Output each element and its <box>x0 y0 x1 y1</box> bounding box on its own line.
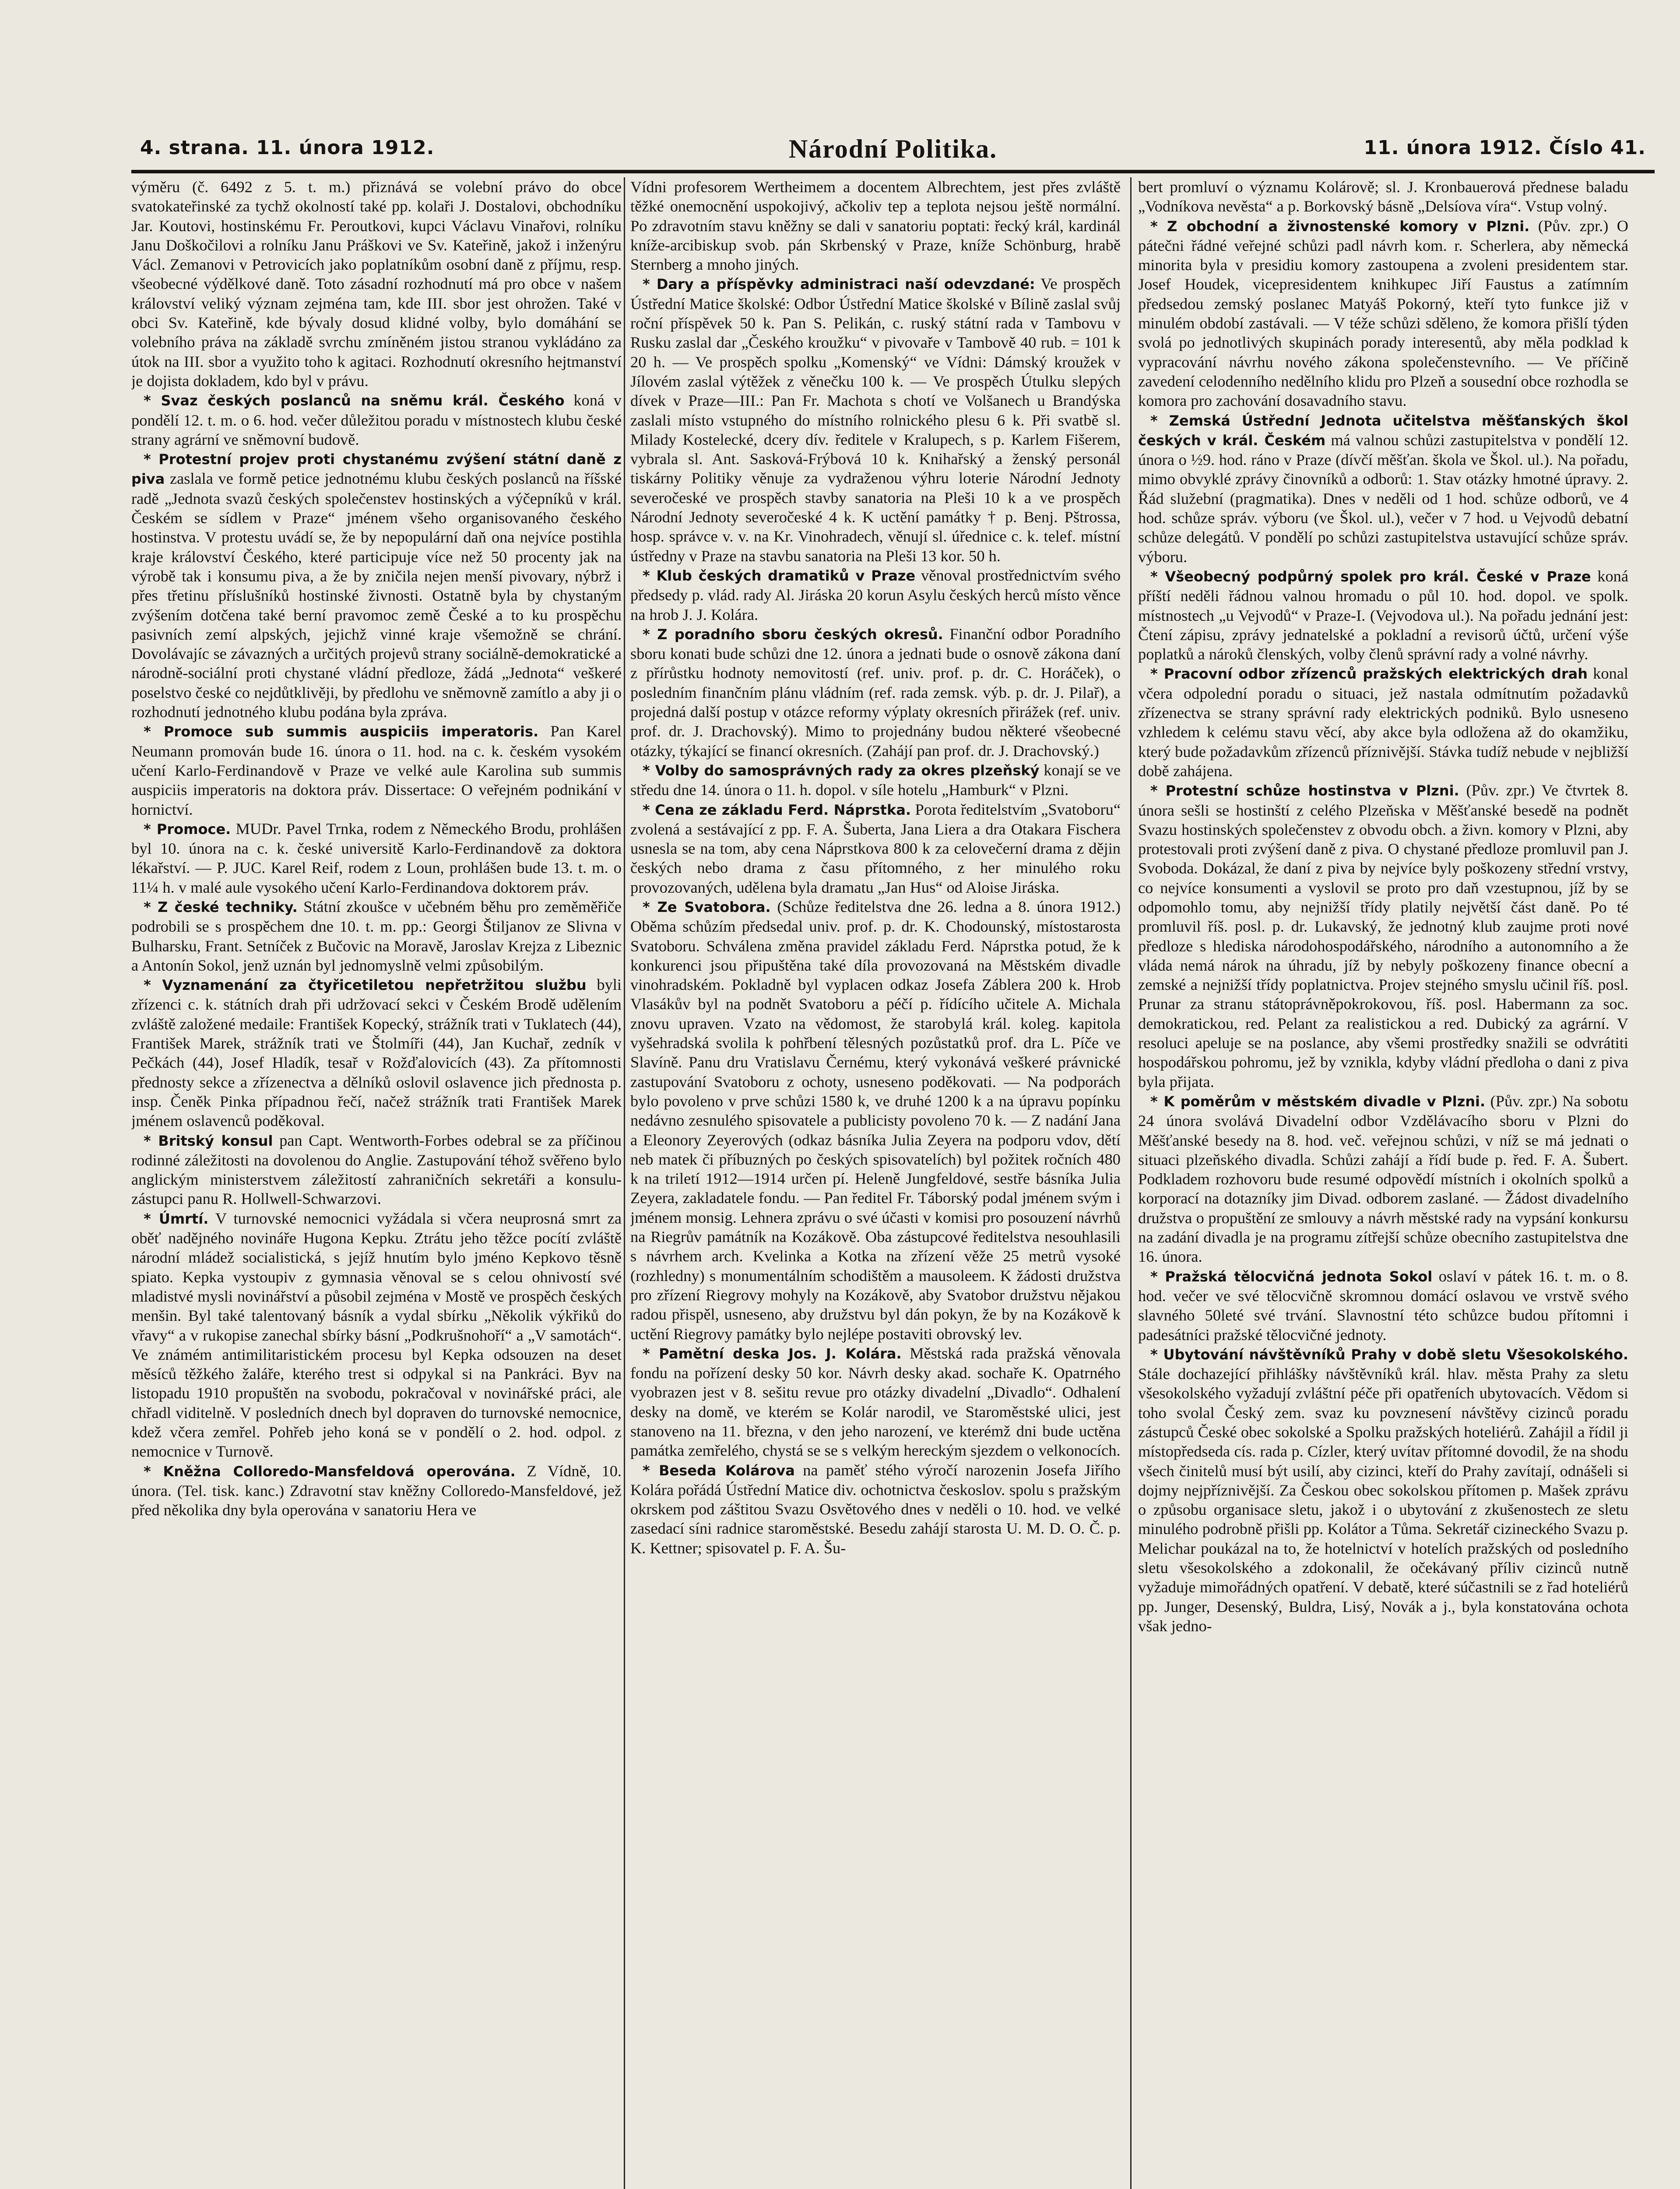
article-headline: * Pamětní deska Jos. J. Kolára. <box>643 1345 902 1362</box>
article-headline: * Ubytování návštěvníků Prahy v době sletu Všesokolského. <box>1150 1346 1628 1363</box>
article-body: Městská rada pražská věnovala fondu na pořízení desky 50 kor. Návrh desky akad. sochaře K. Opatrného vyobrazen jest v 8. sešitu revue pro otázky divadelní „Divadlo“. Odhalení desky na domě, ve kterém se Kolár narodil, ve Staroměstské ulici, jest stanoveno na 11. března, v den jeho narození, ve kterémž dni bude uctěna památka zemřelého, chystá se se s velkým hereckým sjezdem o velkonocích. <box>630 1344 1121 1460</box>
article-headline: * Promoce sub summis auspiciis imperatoris. <box>144 723 539 740</box>
column-2 <box>630 177 1121 2189</box>
article-paragraph <box>131 1461 622 1520</box>
article-headline: * Promoce. <box>144 820 231 838</box>
article-body: konal včera odpolední poradu o situaci, jež nastala odmítnutím požadavků zřízenectva se strany správní rady elektrických podniků. Bylo usneseno vzhledem k celému stavu věcí, aby akce byla odložena až do okamžiku, který bude požadavkům zřízenců příznivější. Stávka tudíž nebude v nejbližší době zahájena. <box>1138 665 1628 780</box>
article-paragraph <box>1138 567 1628 664</box>
article-headline: * Kněžna Colloredo-Mansfeldová operována. <box>144 1463 516 1480</box>
article-body: Vídni profesorem Wertheimem a docentem Albrechtem, jest přes zvláště těžké onemocnění uspokojivý, ačkoliv tep a teplota nejsou ještě normální. Po zdravotním stavu kněžny se dali v sanatoriu poptati: řecký král, kardinál kníže-arcibiskup svob. pán Skrbenský v Praze, kníže Schönburg, hrabě Sternberg a mnoho jiných. <box>630 178 1121 274</box>
article-headline: * Vyznamenání za čtyřicetiletou nepřetržitou službu <box>144 977 587 994</box>
article-body: Stále dochazející přihlášky návštěvníků král. hlav. města Prahy za sletu všesokolského vyžadují zvláštní péče při opatřeních ubytovacích. Vědom si toho svolal Český zem. svaz ku povznesení návštěvy cizinců poradu zástupců České obec sokolské a Spolku pražských hoteliérů. Zahájil a řídil ji místopředseda cís. rada p. Cízler, který uvítav přítomné dovodil, že na shodu všech činitelů musí být usilí, aby cizinci, kteří do Prahy zavítají, odnášeli si dojmy nejpříznivější. Za Českou obec sokolskou přítomen p. Mašek zprávu o způsobu organisace sletu, jakož i o ubytování z zkušenostech ze sletu minulého podrobně přišli pp. Kolátor a Tůma. Sekretář cizineckého Svazu p. Melichar poukázal na to, že hotelnictví v hotelích pražských od posledního sletu všesokolského a zdokonalil, že očekávaný příliv cizinců nutně vyžaduje mimořádných opatření. V debatě, které súčastnili se z řad hoteliérů pp. Junger, Desenský, Buldra, Lisý, Novák a j., byla konstatována ochota však jedno- <box>1138 1365 1628 1635</box>
article-body: Finanční odbor Poradního sboru konati bude schůzi dne 12. února a jednati bude o osnově zákona daní z přírůstku hodnoty nemovitostí (ref. univ. prof. p. dr. C. Horáček), o posledním finančním plánu vládním (ref. rada zemsk. výb. p. dr. J. Pilař), a projedná další postup v otázce reformy výplaty okresních přirážek (ref. univ. prof. dr. J. Drachovský). Mimo to projednány budou některé všeobecné otázky, týkající se financí okresních. (Zahájí pan prof. dr. J. Drachovský.) <box>630 625 1121 760</box>
article-paragraph <box>1138 177 1628 216</box>
article-headline: * Volby do samosprávných rady za okres plzeňský <box>643 762 1040 779</box>
newspaper-title: Národní Politika. <box>788 134 998 163</box>
article-headline: * Úmrtí. <box>144 1210 209 1227</box>
article-paragraph <box>1138 781 1628 1091</box>
article-headline: * Dary a příspěvky administraci naší odevzdané: <box>643 276 1035 293</box>
article-body: koná v pondělí 12. t. m. o 6. hod. večer důležitou poradu v místnostech klubu české strany agrární ve sněmovní budově. <box>131 391 622 448</box>
article-headline: * Beseda Kolárova <box>643 1462 795 1479</box>
header-rule <box>131 170 1655 173</box>
article-headline: * Pražská tělocvičná jednota Sokol <box>1150 1268 1433 1285</box>
article-paragraph <box>1138 664 1628 781</box>
article-headline: * Z poradního sboru českých okresů. <box>643 626 943 643</box>
article-headline: * Všeobecný podpůrný spolek pro král. České v Praze <box>1150 568 1591 585</box>
article-paragraph <box>131 1131 622 1209</box>
article-headline: * Protestní projev proti chystanému zvýšení státní daně z piva <box>131 451 622 488</box>
article-paragraph <box>131 391 622 449</box>
article-body: Státní zkoušce v učebném běhu pro zeměměřiče podrobili se s prospěchem dne 10. t. m. pp.: Georgi Štiljanov ze Slivna v Bulharsku, Frant. Setníček z Bučovic na Moravě, Jaroslav Krejza z Libeznic a Antonín Sokol, jenž uznán byl jednomyslně velmi způsobilým. <box>131 897 622 974</box>
article-headline: * K poměrům v městském divadle v Plzni. <box>1150 1093 1486 1110</box>
article-body: Z Vídně, 10. února. (Tel. tisk. kanc.) Zdravotní stav kněžny Colloredo-Mansfeldové, jež před několika dny byla operována v sanatoriu Hera ve <box>131 1462 622 1519</box>
article-body: konají se ve středu dne 14. února o 11. h. dopol. v síle hotelu „Hamburk“ v Plzni. <box>630 761 1121 799</box>
article-body: (Pův. zpr.) Na sobotu 24 února svolává Divadelní odbor Vzdělávacího sboru v Plzni do Měšťanské besedy na 8. hod. več. veřejnou schůzi, v níž se má jednati o situaci plzeňského divadla. Schůzi zahájí a řídí bude p. řed. F. A. Šubert. Podkladem rozhovoru bude resumé odpovědí místních i okolních spolků a korporací na dotazníky jim Divad. odborem zaslané. — Žádost divadelního družstva o propuštění ze smlouvy a návrh městské rady na vypsání konkursu na zadání divadla je na programu zítřejší schůze obecního zastupitelstva dne 16. února. <box>1138 1092 1628 1266</box>
article-body: pan Capt. Wentworth-Forbes odebral se za příčinou rodinné záležitosti na dovolenou do Anglie. Zastupování téhož svěřeno bylo anglickým ministerstvem záležitostí zahraničních sekretáři a konsulu-zástupci panu R. Hollwell-Schwarzovi. <box>131 1131 622 1208</box>
article-paragraph <box>131 177 622 391</box>
article-body: (Pův. zpr.) O pátečni řádné veřejné schůzi padl návrh kom. r. Scherlera, aby německá minorita byla v presidiu komory zastoupena a zvoleni presidentem star. Josef Houdek, vicepresidentem knihkupec Jiří Faustus a zatímním předsedou zemský poslanec Matyáš Pokorný, kteří tyto funkce již v minulém období zastávali. — V téže schůzi sděleno, že komora přišlí týden svolá po jednotlivých skupinách porady interesentů, aby měla podklad k vypracování návrhu nového zákona společenstevního. — Ve příčině zavedení celodenního nedělního klidu pro Plzeň a sousední obce rozhodla se komora pro zachování dosavadního stavu. <box>1138 217 1628 410</box>
article-paragraph <box>630 1344 1121 1461</box>
article-headline: * Ze Svatobora. <box>643 898 771 915</box>
column-divider <box>1130 177 1132 2189</box>
article-paragraph <box>630 1461 1121 1558</box>
article-body: Pan Karel Neumann promován bude 16. února o 11. hod. na c. k. českém vysokém učení Karlo-Ferdinandově v Praze ve velké aule Karolina sub summis auspiciis imperatoris na doktora práv. Dissertace: O veřejném podnikání v hornictví. <box>131 722 622 818</box>
article-paragraph <box>1138 1267 1628 1344</box>
article-body: výměru (č. 6492 z 5. t. m.) přiznává se volební právo do obce svatokateřinské za tychž okolností také pp. kolaři J. Dostalovi, obchodníku Jar. Koutovi, hostinskému Fr. Peroutkovi, kupci Václavu Vinařovi, rolníku Janu Doškočilovi a rolníku Janu Práškovi ve Sv. Kateřině, jakož i inženýru Václ. Zemanovi v Petrovicích jako poplatníkům osobní daně z příjmu, resp. všeobecné výdělkové daně. Toto zásadní rozhodnutí má pro obce v našem království veliký význam zejména tam, kde III. sbor jest ohrožen. Také v obci Sv. Kateřině, kde bývaly dosud klidné volby, bylo domáhání se volebního práva na základě svrchu zmíněném jistou stranou vykládáno za útok na III. sbor a využito toho k agitaci. Rozhodnutí okresního hejtmanství je dojista dokladem, kdo byl v právu. <box>131 178 622 390</box>
article-paragraph <box>630 800 1121 897</box>
article-body: koná příští neděli řádnou valnou hromadu o půl 10. hod. dopol. ve spolk. místnostech „u Vejvodů“ v Praze-I. (Vejvodova ul.). Na pořadu jednání jest: Čtení zápisu, zprávy jednatelské a pokladní a revisorů účtů, určení výše poplatků a nároků členských, volby členů správní rady a volné návrhy. <box>1138 567 1628 663</box>
article-headline: * Z obchodní a živnostenské komory v Plzni. <box>1150 218 1530 235</box>
article-body: (Schůze ředitelstva dne 26. ledna a 8. února 1912.) Oběma schůzím předsedal univ. prof. p. dr. K. Chodounský, místostarosta Svatoboru. Schválena změna pravidel základu Ferd. Náprstka potud, že k konkurenci jsou připuštěna také díla provozovaná na Městském divadle vinohradském. Pokladně byl vyplacen odkaz Josefa Záblera 200 k. Hrob Vlasákův byl na podnět Svatoboru a péčí p. řídícího učitele A. Michala znovu upraven. Vzato na vědomost, že starobylá král. koleg. kapitola vyšehradská svolila k pohřbení tělesných pozůstatků prof. dra L. Píče ve Slavíně. Panu dru Vratislavu Černému, který vykonává veškeré právnické zastupování Svatoboru z ochoty, usneseno poděkovati. — Na podporách bylo povoleno v prve schůzi 1580 k, ve druhé 1200 k a na úpravu popínku nedávno zesnulého spisovatele a publicisty povoleno 70 k. — Z nadání Jana a Eleonory Zeyerových (odkaz básníka Julia Zeyera na podporu vdov, dětí neb matek či příbuzných po českých spisovatelích) byl požitek ročních 480 k na triletí 1912—1914 určen pí. Heleně Jungfeldové, sestře básníka Julia Zeyera, zakladatele fondu. — Pan ředitel Fr. Táborský podal jménem svým i jménem monsig. Lehnera zprávu o své účasti v komisi pro posouzení návrhů na Riegrův památník na Kozákově. Oba zástupcové ředitelstva nesouhlasili s návrhem arch. Kvelinka a Kotka na zřízení věže 25 metrů vysoké (rozhledny) s monumentálním schodištěm a mausoleem. K žádosti družstva pro zřízení Riegrovy mohyly na Kozákově, aby Svatobor družstvu nějakou radou přispěl, usneseno, aby družstvu byl dán pokyn, že by na Kozákově k uctění Riegrovy památky bylo nejlépe postaviti obrovský lev. <box>630 897 1121 1343</box>
article-paragraph <box>630 760 1121 800</box>
column-divider <box>624 177 625 2189</box>
column-3 <box>1138 177 1628 2189</box>
article-headline: * Britský konsul <box>144 1132 273 1149</box>
article-paragraph <box>630 177 1121 274</box>
article-paragraph <box>630 566 1121 624</box>
article-body: má valnou schůzi zastupitelstva v pondělí 12. února o ½9. hod. ráno v Praze (dívčí měšťan. škola ve Škol. ul.). Na pořadu, mimo obvyklé zprávy činovníků a odborů: 1. Stav otázky hmotné úpravy. 2. Řád služební (pragmatika). Dnes v neděli od 1 hod. schůze odborů, ve 4 hod. schůze správ. výboru (ve Škol. ul.), večer v 7 hod. u Vejvodů debatní schůze delegátů. V pondělí po schůzi zastupitelstva ustavující schůze správ. výboru. <box>1138 431 1628 566</box>
article-headline: * Pracovní odbor zřízenců pražských elektrických drah <box>1150 665 1588 683</box>
date-issue-number: 11. února 1912. Číslo 41. <box>1364 137 1646 159</box>
article-body: byli zřízenci c. k. státních drah při udržovací sekci v Českém Brodě udělením zvláště založené medaile: František Kopecký, strážník trati v Tuklatech (44), František Marek, strážník trati ve Štolmíři (44), Jan Kuchař, zedník v Pečkách (44), Josef Hladík, tesař v Rožďalovicích (43). Za přítomnosti přednosty sekce a zřízenectva a dělníků oslovil oslavence jich přednosta p. insp. Čeněk Pinka případnou řečí, načež strážník trati František Marek jménem oslavenců poděkoval. <box>131 976 622 1130</box>
article-paragraph <box>630 624 1121 760</box>
article-paragraph <box>131 819 622 897</box>
page-number-date: 4. strana. 11. února 1912. <box>140 137 435 159</box>
article-paragraph <box>131 1209 622 1461</box>
article-paragraph <box>1138 1091 1628 1267</box>
article-body: bert promluví o významu Kolárově; sl. J. Kronbauerová přednese baladu „Vodníkova nevěsta“ a p. Borkovský básně „Delsíova víra“. Vstup volný. <box>1138 178 1628 215</box>
article-body: na paměť stého výročí narozenin Josefa Jiřího Kolára pořádá Ústřední Matice div. ochotnictva českoslov. spolu s pražským okrskem pod záštitou Svazu Osvětového dnes v neděli o 10. hod. ve velké zasedací síni radnice staroměstské. Besedu zahájí starosta U. M. D. O. Č. p. K. Kettner; spisovatel p. F. A. Šu- <box>630 1461 1121 1557</box>
page-header <box>140 134 1646 167</box>
article-body: zaslala ve formě petice jednotnému klubu českých poslanců na říšské radě „Jednota svazů českých společenstev hostinských a výčepníků v král. Českém se sídlem v Praze“ jménem všeho organisovaného českého hostinstva. V protestu uvádí se, že by nepopulární daň ona nejvíce postihla kraje království Českého, které participuje více než 50 procenty jak na výrobě tak i konsumu piva, a že by zničila nejen menší pivovary, nýbrž i přes třetinu příslušníků hostinské živnosti. Ostatně byla by chystaným zvýšením dotčena také berní pravomoc země České a to ku prospěchu pasivních zemí alpských, jejichž vinné kraje všemožně se chrání. Dovolávajíc se závazných a určitých projevů strany sociálně-demokratické a národně-sociální proti chystané vládní předloze, žádá „Jednota“ veškeré poselstvo české co nejdůtklivěji, by předlohu ve sněmovně zamítlo a aby ji o rozhodnutí jednotného klubu podána byla zpráva. <box>131 470 622 721</box>
article-paragraph <box>1138 1344 1628 1636</box>
article-body: MUDr. Pavel Trnka, rodem z Německého Brodu, prohlášen byl 10. února na c. k. české universitě Karlo-Ferdinandově za doktora lékařství. — P. JUC. Karel Reif, rodem z Loun, prohlášen bude 13. t. m. o 11¼ h. v malé aule vysokého učení Karlo-Ferdinandova doktorem práv. <box>131 820 622 896</box>
article-paragraph <box>1138 411 1628 567</box>
article-headline: * Zemská Ústřední Jednota učitelstva měšťanských škol českých v král. Českém <box>1138 412 1628 449</box>
article-body: (Pův. zpr.) Ve čtvrtek 8. února sešli se hostinští z celého Plzeňska v Měšťanské besedě na podnět Svazu hostinských společenstev z obvodu obch. a živn. komory v Plzni, aby protestovali proti zvýšení daně z piva. O chystané předloze promluvil pan J. Svoboda. Dokázal, že daní z piva by nejvíce byly poškozeny střední vrstvy, co nejvíce konsumenti a vyslovil se proto pro daň vzestupnou, jíž by se odpomohlo tomu, aby nejnižší třídy platily největší část daně. Po té promluvil říš. posl. p. dr. Lukavský, že jednotný klub zaujme proti nové předloze s hlediska národohospodářského, národního a autonomního a že vláda nemá nárok na úhradu, jíž by nebyly poškozeny finance obecní a zemské a nejnižší třídy poplatnictva. Projev stejného smyslu učinil říš. posl. Prunar za stranu státoprávněpokrokovou, říš. posl. Habermann za soc. demokratickou, red. Pelant za realistickou a red. Dubický za agrární. V resoluci apeluje se na poslance, aby všemi prostředky snažili se odvrátiti hospodářskou pohromu, jež by vznikla, kdyby vládní předloha o dani z piva byla přijata. <box>1138 781 1628 1091</box>
article-paragraph <box>131 975 622 1130</box>
article-body: Porota ředitelstvím „Svatoboru“ zvolená a sestávající z pp. F. A. Šuberta, Jana Liera a dra Otakara Fischera usnesla se na tom, aby cena Náprstkova 800 k za celovečerní drama z dějin českých nebo drama z času přítomného, z her minulého roku provozovaných, udělena byla dramatu „Jan Hus“ od Aloise Jiráska. <box>630 800 1121 896</box>
article-paragraph <box>630 274 1121 565</box>
column-1 <box>131 177 622 2189</box>
article-paragraph <box>630 897 1121 1344</box>
article-body: oslaví v pátek 16. t. m. o 8. hod. večer ve své tělocvičně skromnou domácí oslavou ve vrstvě svého slavného 50leté své trvání. Slavnostní této schůzce budou přítomni i padesátníci pražské tělocvičné jednoty. <box>1138 1267 1628 1344</box>
article-paragraph <box>131 897 622 975</box>
article-body: Ve prospěch Ústřední Matice školské: Odbor Ústřední Matice školské v Bílině zaslal svůj roční příspěvek 50 k. Pan S. Pelikán, c. ruský státní rada v Tambovu v Rusku zaslal dar „Českého kroužku“ v pivovaře v Tambově 40 rub. = 101 k 20 h. — Ve prospěch spolku „Komenský“ ve Vídni: Dámský kroužek v Jílovém zaslal výtěžek z věnečku 100 k. — Ve prospěch Útulku slepých dívek v Praze—III.: Pan Fr. Machota s chotí ve Volšanech u Brandýska zaslali místo vstupného do místního rolnického plesu 6 k. Při svatbě sl. Milady Kostelecké, dcery dív. ředitele v Kralupech, s p. Karlem Fišerem, vybrala sl. Ant. Sasková-Frýbová 10 k. Knihařský a ženský personál tiskárny Politiky věnuje za vydraženou výhru loterie Národní Jednoty severočeské ve prospěch stavby sanatoria na Pleši 10 k a ve prospěch Národní Jednoty severočeské 4 k. K uctění památky † p. Benj. Pštrossa, hosp. správce v. v. na Kr. Vinohradech, věnují sl. úřednice c. k. telef. místní ústředny v Praze na stavbu sanatoria na Pleši 13 kor. 50 h. <box>630 275 1121 565</box>
article-body: V turnovské nemocnici vyžádala si včera neuprosná smrt za oběť nadějného novináře Hugona Kepku. Ztrátu jeho těžce pocítí zvláště národní mládež socialistická, s jejíž hnutím bylo jméno Kepkovo těsně spiato. Kepka vystoupiv z gymnasia věnoval se s celou ohnivostí své mladistvé mysli novinářství a působil zejména v Mostě ve prospěch českých menšin. Byl také talentovaný básník a vydal sbírku „Několik výkřiků do vřavy“ a v rukopise zanechal sbírky básní „Podkrušnohoří“ a „V samotách“. Ve známém antimilitaristickém procesu byl Kepka odsouzen na deset měsíců těžkého žaláře, kterého trest si odpykal si na Pankráci. Byv na listopadu 1910 propuštěn na svobodu, pokračoval v novinářské práci, ale chřadl viditelně. V posledních dnech byl dopraven do turnovské nemocnice, kdež včera zemřel. Pohřeb jeho koná se v pondělí o 2. hod. odpol. z nemocnice v Turnově. <box>131 1209 622 1461</box>
article-headline: * Klub českých dramatiků v Praze <box>643 567 916 584</box>
article-paragraph <box>131 449 622 721</box>
article-headline: * Z české techniky. <box>144 898 298 915</box>
article-headline: * Cena ze základu Ferd. Náprstka. <box>643 801 911 818</box>
article-paragraph <box>131 721 622 819</box>
article-paragraph <box>1138 216 1628 411</box>
article-body: věnoval prostřednictvím svého předsedy p. vlád. rady Al. Jiráska 20 korun Asylu českých herců místo věnce na hrob J. J. Kolára. <box>630 566 1121 623</box>
article-headline: * Protestní schůze hostinstva v Plzni. <box>1150 782 1459 799</box>
article-headline: * Svaz českých poslanců na sněmu král. Českého <box>144 392 565 409</box>
